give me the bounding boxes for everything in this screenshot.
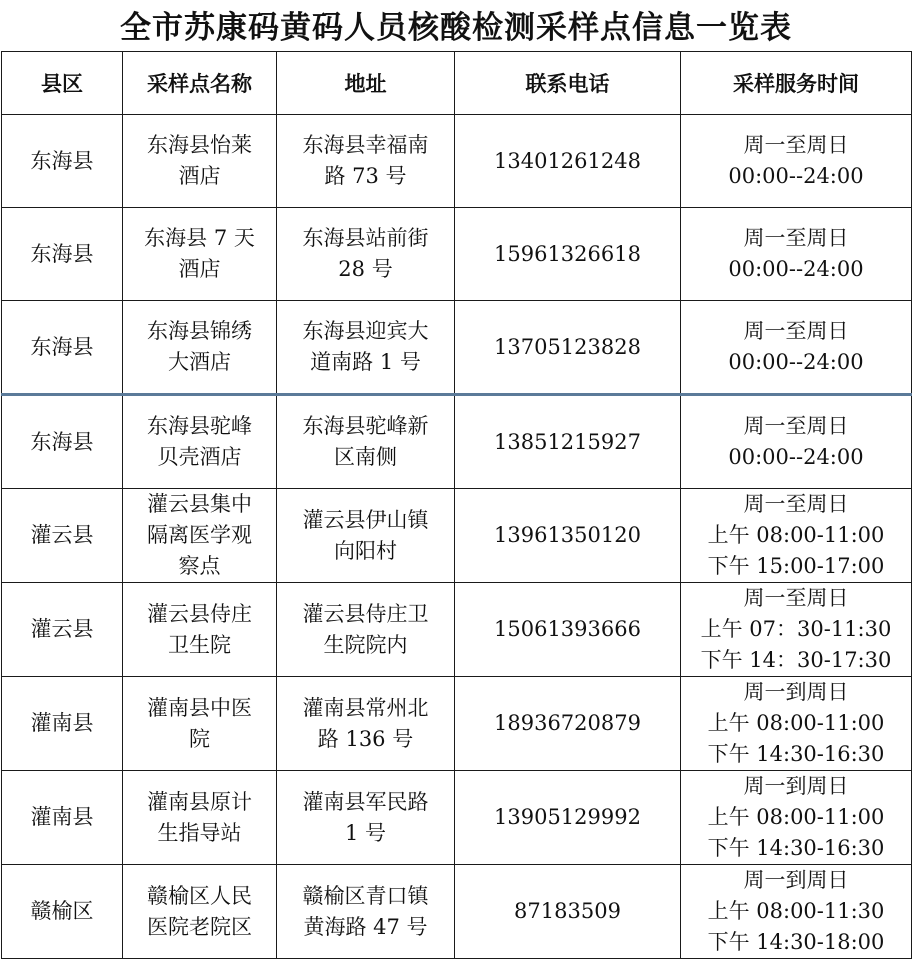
address-cell xyxy=(277,208,455,301)
site-name-cell-text xyxy=(147,599,252,661)
address-cell xyxy=(277,771,455,865)
site-name-cell-text xyxy=(147,693,252,755)
site-name-cell-line: 酒店 xyxy=(178,257,221,281)
site-name-cell xyxy=(123,583,277,677)
service-hours-cell-text xyxy=(728,411,863,473)
service-hours-cell xyxy=(681,583,912,677)
header-site-name: 采样点名称 xyxy=(123,52,277,115)
county-cell-text: 东海县 xyxy=(30,429,94,454)
sampling-sites-table xyxy=(1,51,912,959)
address-cell-text xyxy=(303,881,429,943)
header-phone: 联系电话 xyxy=(455,52,681,115)
county-cell-text: 东海县 xyxy=(30,241,94,266)
county-cell-text: 灌南县 xyxy=(30,711,94,735)
address-cell-text xyxy=(303,130,429,192)
table-body xyxy=(2,115,912,959)
table-row xyxy=(2,301,912,395)
site-name-cell-line: 灌南县原计 xyxy=(147,789,252,814)
address-cell-line: 28 号 xyxy=(338,257,393,281)
county-cell xyxy=(2,115,123,208)
site-name-cell xyxy=(123,115,277,208)
address-cell-text xyxy=(303,316,429,378)
table-row xyxy=(2,115,912,208)
site-name-cell-text xyxy=(147,881,252,943)
site-name-cell-line: 赣榆区人民 xyxy=(147,883,252,908)
county-cell xyxy=(2,395,123,489)
address-cell-line: 灌云县伊山镇 xyxy=(302,507,429,532)
county-cell xyxy=(2,865,123,959)
phone-cell-text: 15061393666 xyxy=(494,617,641,641)
service-hours-cell-line: 周一至周日 xyxy=(743,492,849,516)
address-cell-line: 1 号 xyxy=(344,820,387,845)
county-cell xyxy=(2,489,123,583)
service-hours-cell-line: 周一到周日 xyxy=(743,868,849,892)
site-name-cell-line: 隔离医学观 xyxy=(147,523,252,547)
service-hours-cell xyxy=(681,395,912,489)
address-cell-text xyxy=(303,223,429,285)
site-name-cell-line: 大酒店 xyxy=(168,350,231,374)
county-cell xyxy=(2,677,123,771)
header-address: 地址 xyxy=(277,52,455,115)
service-hours-cell xyxy=(681,115,912,208)
address-cell-line: 东海县幸福南 xyxy=(302,133,429,157)
phone-cell xyxy=(455,865,681,959)
county-cell-text: 灌南县 xyxy=(30,805,94,829)
address-cell xyxy=(277,301,455,395)
site-name-cell xyxy=(123,489,277,583)
service-hours-cell xyxy=(681,489,912,583)
service-hours-cell-text xyxy=(701,583,892,676)
table-row xyxy=(2,489,912,583)
service-hours-cell-line: 周一到周日 xyxy=(743,680,849,704)
county-cell xyxy=(2,301,123,395)
address-cell xyxy=(277,583,455,677)
site-name-cell xyxy=(123,677,277,771)
address-cell-text xyxy=(303,505,429,567)
service-hours-cell xyxy=(681,677,912,771)
address-cell-line: 区南侧 xyxy=(334,445,397,469)
site-name-cell-text xyxy=(147,316,252,378)
service-hours-cell-text xyxy=(728,223,863,285)
phone-cell xyxy=(455,489,681,583)
address-cell-text xyxy=(303,787,429,849)
service-hours-cell xyxy=(681,208,912,301)
service-hours-cell-text xyxy=(708,865,885,958)
phone-cell xyxy=(455,583,681,677)
service-hours-cell-line: 00:00--24:00 xyxy=(728,257,864,281)
service-hours-cell-line: 上午 07：30-11:30 xyxy=(700,617,892,641)
address-cell xyxy=(277,395,455,489)
site-name-cell-line: 医院老院区 xyxy=(147,914,252,939)
site-name-cell-line: 院 xyxy=(189,726,210,751)
site-name-cell-line: 东海县驼峰 xyxy=(147,414,252,438)
site-name-cell-line: 东海县锦绣 xyxy=(147,319,252,343)
site-name-cell xyxy=(123,865,277,959)
county-cell-text: 赣榆区 xyxy=(30,899,94,923)
phone-cell-text: 13851215927 xyxy=(494,429,641,454)
site-name-cell-line: 东海县怡莱 xyxy=(147,133,252,157)
address-cell xyxy=(277,489,455,583)
service-hours-cell-line: 下午 15:00-17:00 xyxy=(707,554,885,578)
site-name-cell-line: 东海县 7 天 xyxy=(144,226,255,250)
address-cell-line: 道南路 1 号 xyxy=(310,350,421,374)
service-hours-cell-text xyxy=(708,771,885,864)
county-cell-text: 东海县 xyxy=(30,148,94,173)
header-service-hours: 采样服务时间 xyxy=(681,52,912,115)
phone-cell-text: 87183509 xyxy=(514,899,621,923)
address-cell-line: 路 136 号 xyxy=(317,726,414,751)
phone-cell-text: 13401261248 xyxy=(494,148,641,173)
county-cell-text: 灌云县 xyxy=(30,617,94,641)
address-cell-text xyxy=(303,599,429,661)
service-hours-cell-text xyxy=(728,130,863,192)
site-name-cell-text xyxy=(147,411,252,473)
site-name-cell-text xyxy=(147,787,252,849)
address-cell-line: 灌云县侍庄卫 xyxy=(302,601,429,626)
service-hours-cell-line: 下午 14：30-17:30 xyxy=(700,648,892,672)
county-cell xyxy=(2,583,123,677)
service-hours-cell-line: 周一到周日 xyxy=(743,774,849,798)
site-name-cell xyxy=(123,301,277,395)
site-name-cell xyxy=(123,208,277,301)
service-hours-cell-line: 下午 14:30-16:30 xyxy=(707,742,885,766)
phone-cell xyxy=(455,395,681,489)
service-hours-cell-line: 周一至周日 xyxy=(743,586,849,610)
service-hours-cell-text xyxy=(708,677,885,770)
phone-cell xyxy=(455,208,681,301)
address-cell-line: 赣榆区青口镇 xyxy=(302,883,429,908)
county-cell xyxy=(2,771,123,865)
table-row xyxy=(2,583,912,677)
phone-cell-text: 13705123828 xyxy=(494,334,641,359)
service-hours-cell-text xyxy=(728,316,863,378)
service-hours-cell-line: 00:00--24:00 xyxy=(728,350,864,374)
address-cell-line: 路 73 号 xyxy=(324,164,407,188)
county-cell-text: 灌云县 xyxy=(30,523,94,547)
site-name-cell-line: 贝壳酒店 xyxy=(157,445,242,469)
address-cell-line: 生院院内 xyxy=(323,632,408,657)
site-name-cell-line: 生指导站 xyxy=(157,820,242,845)
address-cell-line: 灌南县军民路 xyxy=(302,789,429,814)
phone-cell xyxy=(455,771,681,865)
service-hours-cell-line: 上午 08:00-11:00 xyxy=(707,805,885,829)
site-name-cell-text xyxy=(147,489,252,582)
phone-cell xyxy=(455,677,681,771)
site-name-cell-line: 酒店 xyxy=(178,164,221,188)
service-hours-cell xyxy=(681,865,912,959)
phone-cell xyxy=(455,301,681,395)
service-hours-cell-line: 00:00--24:00 xyxy=(728,164,864,188)
site-name-cell-text xyxy=(144,223,255,285)
site-name-cell xyxy=(123,771,277,865)
phone-cell-text: 15961326618 xyxy=(494,241,641,266)
address-cell xyxy=(277,677,455,771)
phone-cell-text: 13905129992 xyxy=(494,805,641,829)
table-row xyxy=(2,395,912,489)
table-row xyxy=(2,771,912,865)
address-cell-line: 东海县驼峰新 xyxy=(302,414,429,438)
address-cell xyxy=(277,115,455,208)
service-hours-cell-line: 下午 14:30-18:00 xyxy=(707,930,885,954)
site-name-cell-text xyxy=(147,130,252,192)
site-name-cell-line: 灌云县集中 xyxy=(147,492,252,516)
address-cell-line: 黄海路 47 号 xyxy=(303,914,428,939)
site-name-cell-line: 卫生院 xyxy=(168,632,231,657)
service-hours-cell-line: 00:00--24:00 xyxy=(728,445,864,469)
page-title: 全市苏康码黄码人员核酸检测采样点信息一览表 xyxy=(120,10,792,46)
phone-cell xyxy=(455,115,681,208)
address-cell-text xyxy=(303,693,429,755)
county-cell-text: 东海县 xyxy=(30,334,94,359)
phone-cell-text: 18936720879 xyxy=(494,711,641,735)
service-hours-cell-line: 上午 08:00-11:00 xyxy=(707,711,885,735)
service-hours-cell-line: 周一至周日 xyxy=(743,319,849,343)
service-hours-cell-line: 周一至周日 xyxy=(743,133,849,157)
address-cell-text xyxy=(303,411,429,473)
service-hours-cell xyxy=(681,771,912,865)
service-hours-cell-line: 周一至周日 xyxy=(743,414,849,438)
phone-cell-text: 13961350120 xyxy=(494,523,641,547)
header-county: 县区 xyxy=(2,52,123,115)
service-hours-cell-text xyxy=(708,489,885,582)
address-cell-line: 向阳村 xyxy=(334,538,397,563)
service-hours-cell-line: 上午 08:00-11:30 xyxy=(707,899,885,923)
site-name-cell-line: 察点 xyxy=(178,554,221,578)
table-row xyxy=(2,208,912,301)
service-hours-cell-line: 下午 14:30-16:30 xyxy=(707,836,885,860)
table-header-row xyxy=(2,52,912,115)
address-cell-line: 东海县迎宾大 xyxy=(302,319,429,343)
service-hours-cell xyxy=(681,301,912,395)
site-name-cell-line: 灌云县侍庄 xyxy=(147,601,252,626)
address-cell xyxy=(277,865,455,959)
table-row xyxy=(2,865,912,959)
address-cell-line: 东海县站前街 xyxy=(302,226,429,250)
service-hours-cell-line: 周一至周日 xyxy=(743,226,849,250)
site-name-cell xyxy=(123,395,277,489)
table-row xyxy=(2,677,912,771)
service-hours-cell-line: 上午 08:00-11:00 xyxy=(707,523,885,547)
site-name-cell-line: 灌南县中医 xyxy=(147,695,252,720)
county-cell xyxy=(2,208,123,301)
address-cell-line: 灌南县常州北 xyxy=(302,695,429,720)
